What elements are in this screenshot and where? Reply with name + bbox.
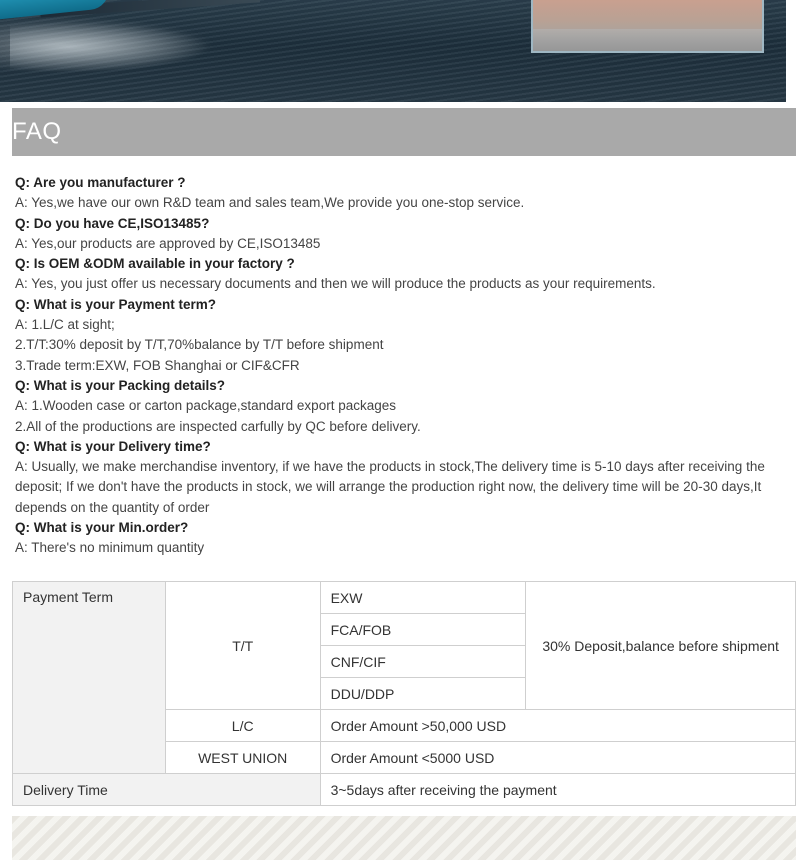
faq-question: Q: What is your Payment term? [15, 296, 217, 312]
trade-term-cell: EXW [320, 582, 526, 614]
tt-deposit-note: 30% Deposit,balance before shipment [526, 582, 796, 710]
faq-answer: 2.T/T:30% deposit by T/T,70%balance by T/T before shipment [15, 337, 384, 353]
faq-header-bar [12, 108, 796, 156]
faq-answer: 3.Trade term:EXW, FOB Shanghai or CIF&CFR [15, 357, 300, 373]
lc-value: Order Amount >50,000 USD [320, 710, 795, 742]
faq-question: Q: What is your Delivery time? [15, 438, 211, 454]
lc-label: L/C [165, 710, 320, 742]
bottom-banner-image [12, 816, 796, 860]
faq-answer: 2.All of the productions are inspected carfully by QC before delivery. [15, 418, 421, 434]
payment-terms-table [12, 581, 796, 806]
trade-term-cell: FCA/FOB [320, 614, 526, 646]
tt-label: T/T [165, 582, 320, 710]
trade-term-cell: DDU/DDP [320, 678, 526, 710]
faq-answer: A: 1.Wooden case or carton package,standard export packages [15, 398, 396, 414]
warehouse-inset-photo [531, 0, 764, 53]
table-row [13, 582, 796, 614]
faq-list [15, 173, 790, 559]
faq-answer: A: Yes, you just offer us necessary documents and then we will produce the products as your requirements. [15, 276, 656, 292]
faq-answer: A: 1.L/C at sight; [15, 317, 115, 333]
faq-answer: A: Yes,our products are approved by CE,ISO13485 [15, 235, 321, 251]
west-union-value: Order Amount <5000 USD [320, 742, 795, 774]
faq-question: Q: Is OEM &ODM available in your factory ? [15, 256, 295, 272]
faq-question: Q: Are you manufacturer ? [15, 175, 186, 190]
faq-answer: A: There's no minimum quantity [15, 540, 205, 556]
faq-question: Q: What is your Packing details? [15, 377, 226, 393]
payment-term-label: Payment Term [13, 582, 166, 774]
faq-question: Q: Do you have CE,ISO13485? [15, 215, 210, 231]
faq-question: Q: What is your Min.order? [15, 520, 189, 536]
west-union-label: WEST UNION [165, 742, 320, 774]
ship-wake [10, 22, 210, 72]
faq-title: FAQ [12, 118, 62, 145]
faq-answer: A: Usually, we make merchandise inventory, if we have the products in stock,The delivery time is 5-10 days after receiving the deposit; If we don't have the products in stock, we will arrange the production right now, the delivery time will be 20-30 days,It depends on the quantity of order [15, 459, 765, 515]
delivery-time-label: Delivery Time [13, 774, 321, 806]
faq-answer: A: Yes,we have our own R&D team and sales team,We provide you one-stop service. [15, 195, 525, 211]
delivery-time-value: 3~5days after receiving the payment [320, 774, 795, 806]
trade-term-cell: CNF/CIF [320, 646, 526, 678]
table-row [13, 774, 796, 806]
hero-banner-image [0, 0, 786, 102]
